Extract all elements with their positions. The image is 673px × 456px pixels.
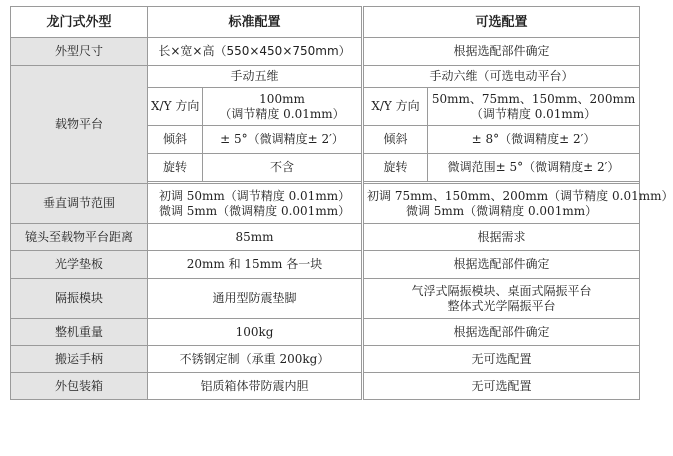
label-isolation: 隔振模块 bbox=[11, 279, 148, 319]
stage-xy-label-optional: X/Y 方向 bbox=[363, 88, 428, 126]
stage-xy-label: X/Y 方向 bbox=[148, 88, 203, 126]
vertical-optional-fine: 微调 5mm（微调精度 0.001mm） bbox=[405, 203, 598, 218]
label-weight: 整机重量 bbox=[11, 319, 148, 346]
stage-xy-optional-range: 50mm、75mm、150mm、200mm bbox=[431, 91, 636, 106]
header-row bbox=[11, 7, 640, 38]
isolation-optional-line2: 整体式光学隔振平台 bbox=[447, 298, 556, 313]
header-model: 龙门式外型 bbox=[11, 7, 148, 38]
spec-table bbox=[10, 6, 673, 400]
optical-plate-optional: 根据选配部件确定 bbox=[363, 251, 640, 279]
label-packing: 外包装箱 bbox=[11, 373, 148, 400]
row-vertical bbox=[11, 184, 640, 224]
stage-tilt-standard: ± 5°（微调精度± 2′） bbox=[203, 126, 363, 154]
row-optical-plate bbox=[11, 251, 640, 279]
label-size: 外型尺寸 bbox=[11, 38, 148, 66]
row-distance bbox=[11, 224, 640, 251]
weight-standard: 100kg bbox=[148, 319, 363, 346]
row-handle bbox=[11, 346, 640, 373]
stage-xy-standard bbox=[203, 88, 363, 126]
label-optical-plate: 光学垫板 bbox=[11, 251, 148, 279]
stage-rotate-optional: 微调范围± 5°（微调精度± 2′） bbox=[428, 154, 640, 182]
stage-optional-title: 手动六维（可选电动平台） bbox=[363, 66, 640, 88]
vertical-standard-fine: 微调 5mm（微调精度 0.001mm） bbox=[158, 203, 351, 218]
vertical-optional bbox=[363, 184, 673, 224]
isolation-optional-line1: 气浮式隔振模块、桌面式隔振平台 bbox=[411, 283, 592, 298]
size-standard: 长×宽×高（550×450×750mm） bbox=[148, 38, 363, 66]
vertical-standard bbox=[148, 184, 363, 224]
packing-optional: 无可选配置 bbox=[363, 373, 640, 400]
row-size bbox=[11, 38, 640, 66]
isolation-standard: 通用型防震垫脚 bbox=[148, 279, 363, 319]
size-optional: 根据选配部件确定 bbox=[363, 38, 640, 66]
optical-plate-standard: 20mm 和 15mm 各一块 bbox=[148, 251, 363, 279]
stage-tilt-optional: ± 8°（微调精度± 2′） bbox=[428, 126, 640, 154]
row-packing bbox=[11, 373, 640, 400]
stage-rotate-standard: 不含 bbox=[203, 154, 363, 182]
handle-standard: 不锈钢定制（承重 200kg） bbox=[148, 346, 363, 373]
stage-standard-title: 手动五维 bbox=[148, 66, 363, 88]
stage-xy-optional bbox=[428, 88, 640, 126]
weight-optional: 根据选配部件确定 bbox=[363, 319, 640, 346]
vertical-optional-coarse: 初调 75mm、150mm、200mm（调节精度 0.01mm） bbox=[367, 188, 673, 203]
stage-tilt-label: 倾斜 bbox=[148, 126, 203, 154]
label-handle: 搬运手柄 bbox=[11, 346, 148, 373]
row-isolation bbox=[11, 279, 640, 319]
header-standard: 标准配置 bbox=[148, 7, 363, 38]
row-weight bbox=[11, 319, 640, 346]
stage-rotate-label: 旋转 bbox=[148, 154, 203, 182]
distance-standard: 85mm bbox=[148, 224, 363, 251]
header-optional: 可选配置 bbox=[363, 7, 640, 38]
label-vertical: 垂直调节范围 bbox=[11, 184, 148, 224]
handle-optional: 无可选配置 bbox=[363, 346, 640, 373]
label-stage: 载物平台 bbox=[11, 66, 148, 184]
vertical-standard-coarse: 初调 50mm（调节精度 0.01mm） bbox=[158, 188, 351, 203]
stage-tilt-label-optional: 倾斜 bbox=[363, 126, 428, 154]
distance-optional: 根据需求 bbox=[363, 224, 640, 251]
isolation-optional bbox=[363, 279, 640, 319]
packing-standard: 铝质箱体带防震内胆 bbox=[148, 373, 363, 400]
stage-rotate-label-optional: 旋转 bbox=[363, 154, 428, 182]
stage-xy-standard-precision: （调节精度 0.01mm） bbox=[219, 106, 345, 121]
row-stage-title bbox=[11, 66, 640, 88]
stage-xy-standard-range: 100mm bbox=[259, 91, 305, 106]
label-distance: 镜头至载物平台距离 bbox=[11, 224, 148, 251]
stage-xy-optional-precision: （调节精度 0.01mm） bbox=[470, 106, 597, 121]
